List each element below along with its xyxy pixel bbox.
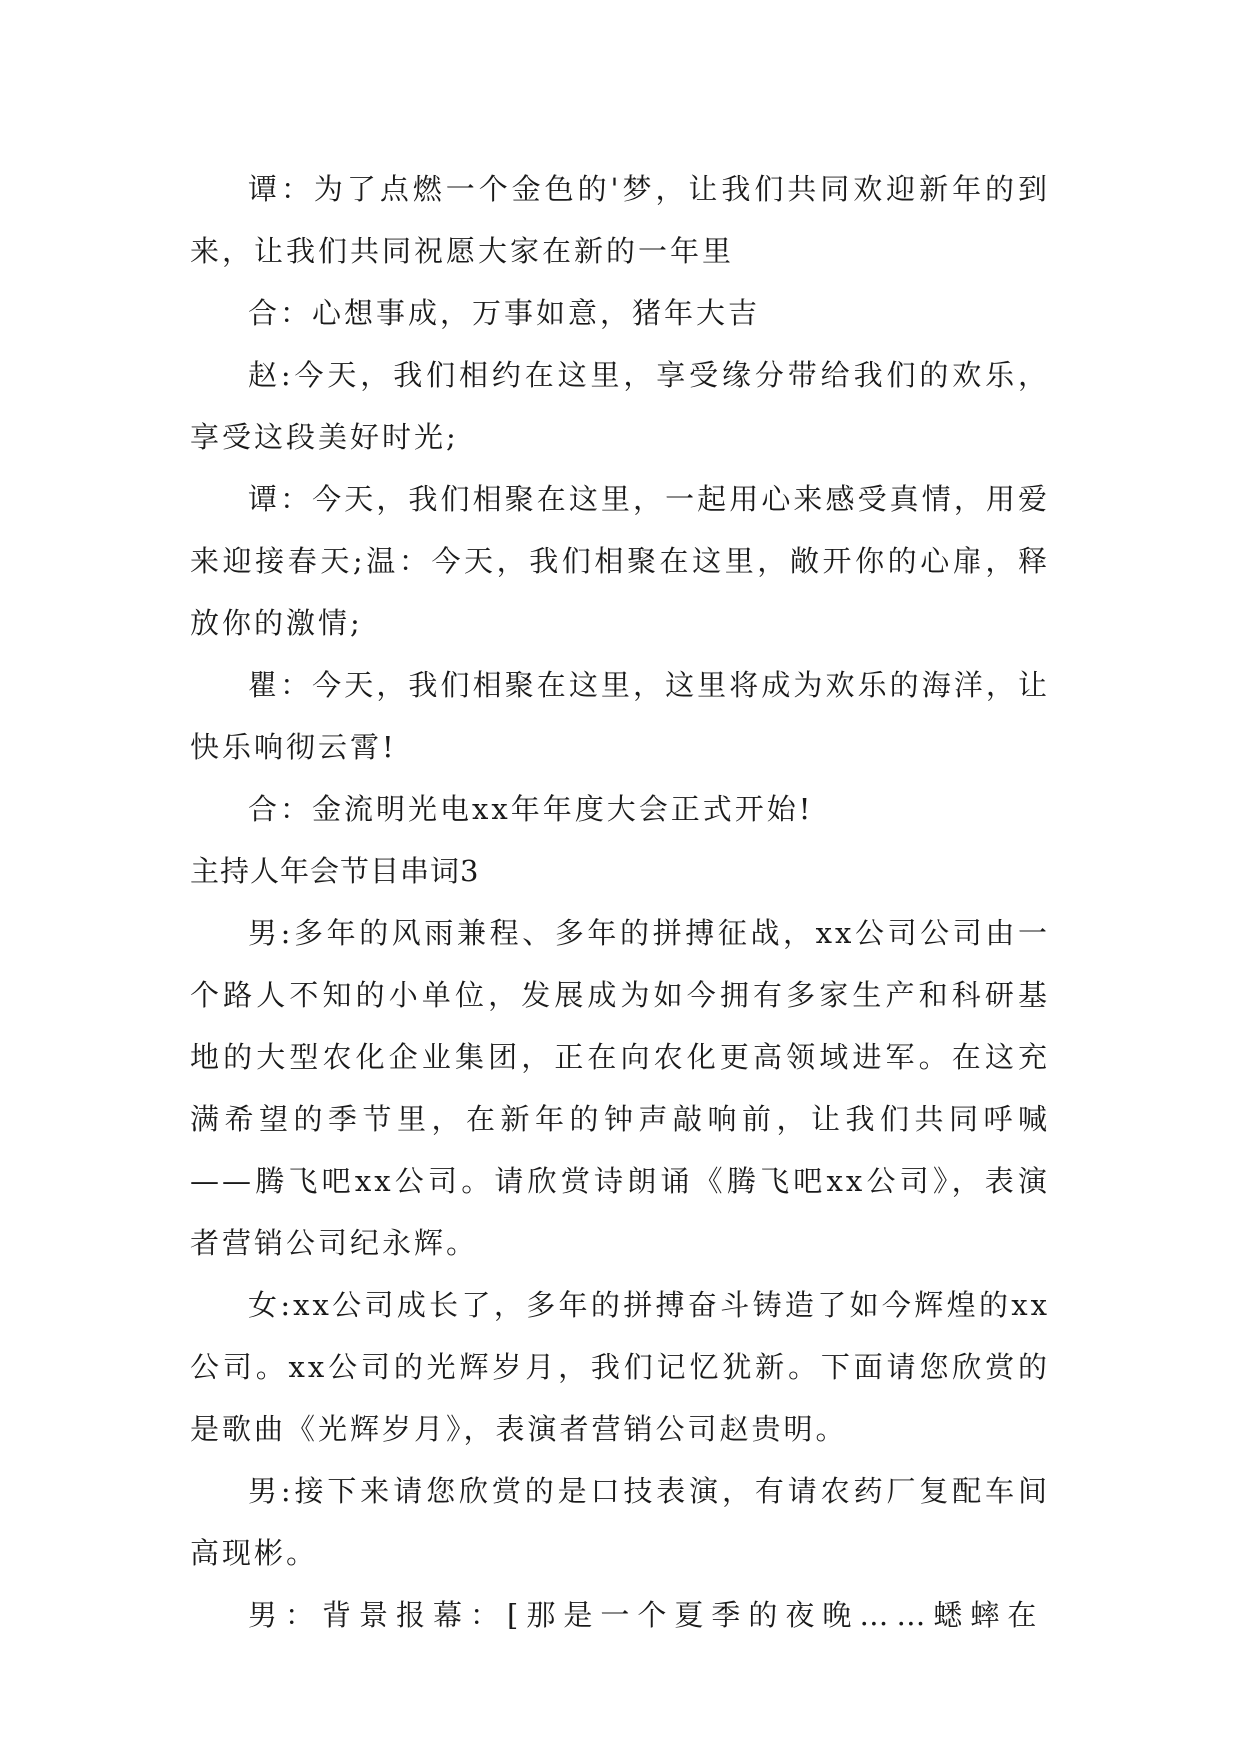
paragraph-zhao: 赵:今天，我们相约在这里，享受缘分带给我们的欢乐，享受这段美好时光;: [190, 358, 1050, 454]
section-heading: 主持人年会节目串词3: [190, 854, 480, 888]
paragraph-he-2: 合：金流明光电xx年年度大会正式开始!: [248, 792, 814, 826]
paragraph-male-1: 男:多年的风雨兼程、多年的拼搏征战，xx公司公司由一个路人不知的小单位，发展成为如今拥有多家生产和科研基地的大型农化企业集团，正在向农化更高领域进军。在这充满希望的季节里，在新年的钟声敲响前，让我们共同呼喊——腾飞吧xx公司。请欣赏诗朗诵《腾飞吧xx公司》，表演者营销公司纪永辉。: [190, 916, 1050, 1260]
paragraph-qu: 瞿：今天，我们相聚在这里，这里将成为欢乐的海洋，让快乐响彻云霄!: [190, 668, 1050, 764]
paragraph-he-1: 合：心想事成，万事如意，猪年大吉: [248, 296, 761, 330]
paragraph-tan-1: 谭：为了点燃一个金色的'梦，让我们共同欢迎新年的到来，让我们共同祝愿大家在新的一年里: [190, 172, 1050, 268]
paragraph-female-1: 女:xx公司成长了，多年的拼搏奋斗铸造了如今辉煌的xx公司。xx公司的光辉岁月，我们记忆犹新。下面请您欣赏的是歌曲《光辉岁月》，表演者营销公司赵贵明。: [190, 1288, 1050, 1446]
paragraph-male-2: 男:接下来请您欣赏的是口技表演，有请农药厂复配车间高现彬。: [190, 1474, 1050, 1570]
document-page: [190, 158, 1050, 1646]
paragraph-male-3: 男：背景报幕：[那是一个夏季的夜晚……蟋蟀在: [248, 1598, 1045, 1632]
paragraph-tan-wen: 谭：今天，我们相聚在这里，一起用心来感受真情，用爱来迎接春天;温：今天，我们相聚在这里，敞开你的心扉，释放你的激情;: [190, 482, 1050, 640]
